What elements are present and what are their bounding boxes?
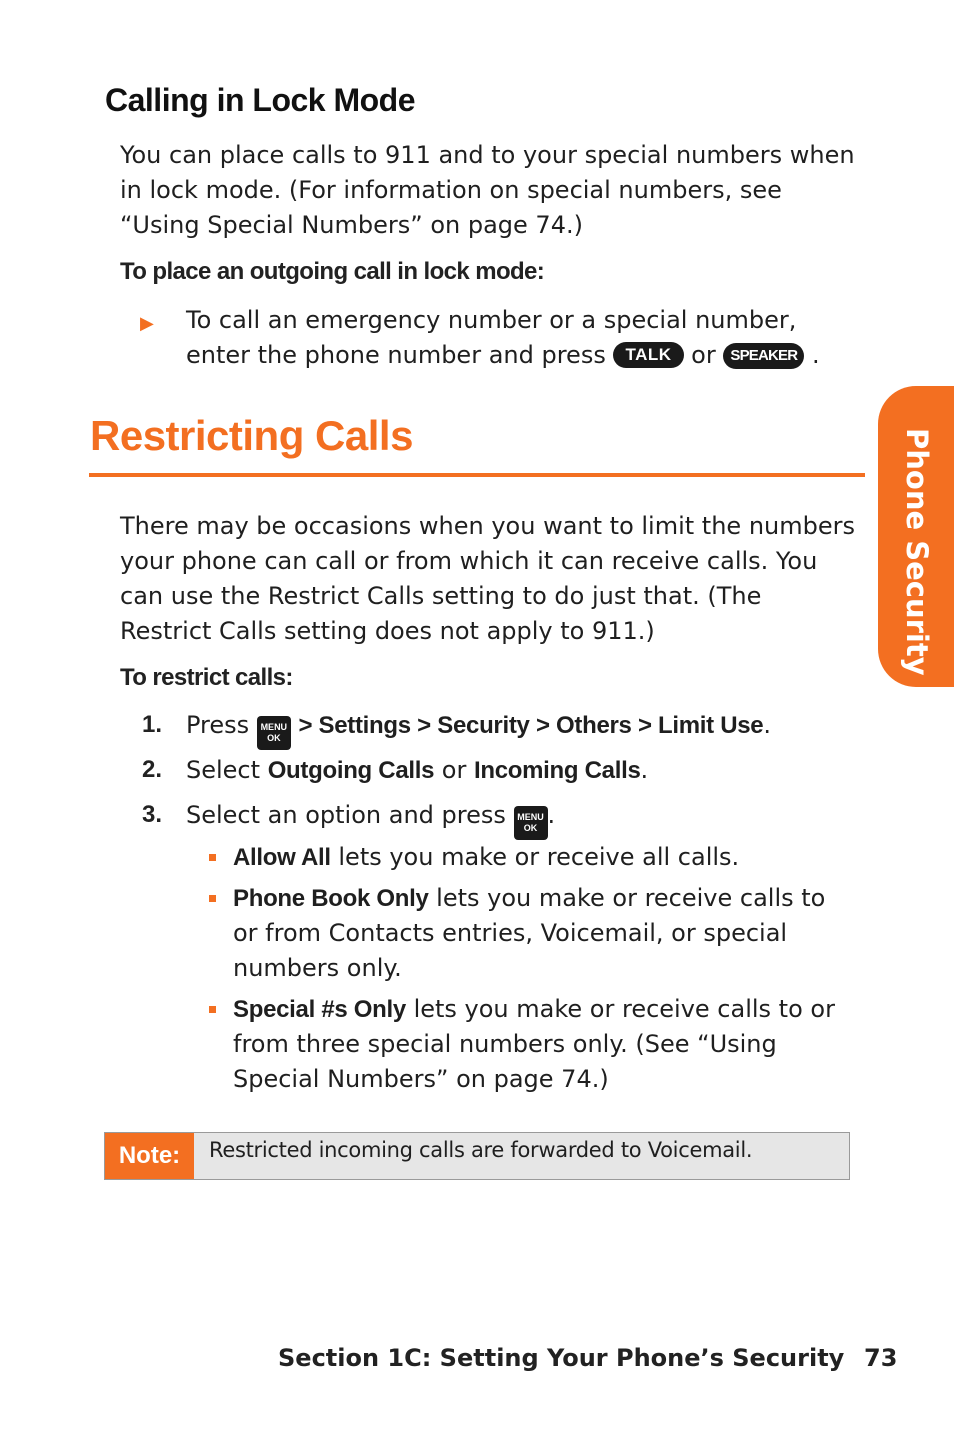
menu-ok-key-icon: MENU OK xyxy=(514,806,548,840)
option-special-only xyxy=(233,992,873,1097)
paragraph-line: can use the Restrict Calls setting to do just that. (The xyxy=(120,582,762,610)
option-line: from three special numbers only. (See “Using xyxy=(233,1030,777,1058)
paragraph-line: You can place calls to 911 and to your special numbers when xyxy=(120,141,855,169)
or-text: or xyxy=(691,341,716,369)
arrow-bullet-icon: ▶ xyxy=(140,313,154,334)
procedure-heading-restrict: To restrict calls: xyxy=(120,664,293,691)
square-bullet-icon xyxy=(209,895,216,902)
paragraph-line: “Using Special Numbers” on page 74.) xyxy=(120,211,583,239)
option-allow-all xyxy=(233,840,873,875)
side-tab-label: Phone Security xyxy=(900,428,934,676)
step-text: Select xyxy=(186,756,261,784)
procedure-heading-lock-mode: To place an outgoing call in lock mode: xyxy=(120,258,545,285)
option-term: Special #s Only xyxy=(233,996,406,1023)
step-number: 3. xyxy=(142,801,163,828)
option-line: or from Contacts entries, Voicemail, or special xyxy=(233,919,788,947)
step-text: Select an option and press xyxy=(186,801,506,829)
paragraph-line: Restrict Calls setting does not apply to 911.) xyxy=(120,617,655,645)
lock-mode-step xyxy=(186,303,886,373)
option-line xyxy=(233,840,873,875)
section-heading-restricting-calls: Restricting Calls xyxy=(90,412,413,459)
option-line: Special Numbers” on page 74.) xyxy=(233,1065,609,1093)
lock-mode-paragraph xyxy=(120,138,880,243)
step-text: Press xyxy=(186,711,250,739)
step-line xyxy=(186,338,886,373)
option-term: Phone Book Only xyxy=(233,885,429,912)
note-text: Restricted incoming calls are forwarded to Voicemail. xyxy=(209,1138,753,1162)
or-text: or xyxy=(441,756,467,784)
step-line: To call an emergency number or a special number, xyxy=(186,306,797,334)
menu-ok-key-icon: MENU OK xyxy=(257,716,291,750)
period-text: . xyxy=(763,711,771,739)
note-box xyxy=(104,1132,850,1180)
period-text: . xyxy=(547,801,556,829)
option-line xyxy=(233,992,873,1027)
step-3 xyxy=(186,798,555,840)
step-number: 2. xyxy=(142,756,163,783)
option-desc: lets you make or receive all calls. xyxy=(330,843,740,871)
square-bullet-icon xyxy=(209,854,216,861)
note-label: Note: xyxy=(105,1133,194,1179)
option-line: numbers only. xyxy=(233,954,402,982)
step-1 xyxy=(186,708,771,750)
paragraph-line: your phone can call or from which it can receive calls. You xyxy=(120,547,818,575)
heading-rule xyxy=(89,473,865,477)
period-text: . xyxy=(811,341,820,369)
option-desc: lets you make or receive calls to or xyxy=(405,995,835,1023)
menu-path: > Settings > Security > Others > Limit Use xyxy=(298,712,764,739)
step-2 xyxy=(186,753,648,788)
section-heading-lock-mode: Calling in Lock Mode xyxy=(105,82,416,118)
step-number: 1. xyxy=(142,711,163,738)
talk-key-icon: TALK xyxy=(613,342,683,368)
option-term: Allow All xyxy=(233,844,331,871)
option-line xyxy=(233,881,873,916)
option-desc: lets you make or receive calls to xyxy=(428,884,826,912)
paragraph-line: There may be occasions when you want to limit the numbers xyxy=(120,512,855,540)
square-bullet-icon xyxy=(209,1006,216,1013)
option-outgoing: Outgoing Calls xyxy=(267,757,435,784)
paragraph-line: in lock mode. (For information on special numbers, see xyxy=(120,176,782,204)
option-phone-book-only xyxy=(233,881,873,986)
restricting-paragraph xyxy=(120,509,880,649)
page-number: 73 xyxy=(864,1344,898,1372)
speaker-key-icon: SPEAKER xyxy=(723,343,804,369)
period-text: . xyxy=(640,756,649,784)
step-text: enter the phone number and press xyxy=(186,341,606,369)
side-tab xyxy=(878,386,954,687)
footer-section-title: Section 1C: Setting Your Phone’s Security xyxy=(278,1344,845,1372)
option-incoming: Incoming Calls xyxy=(474,757,641,784)
